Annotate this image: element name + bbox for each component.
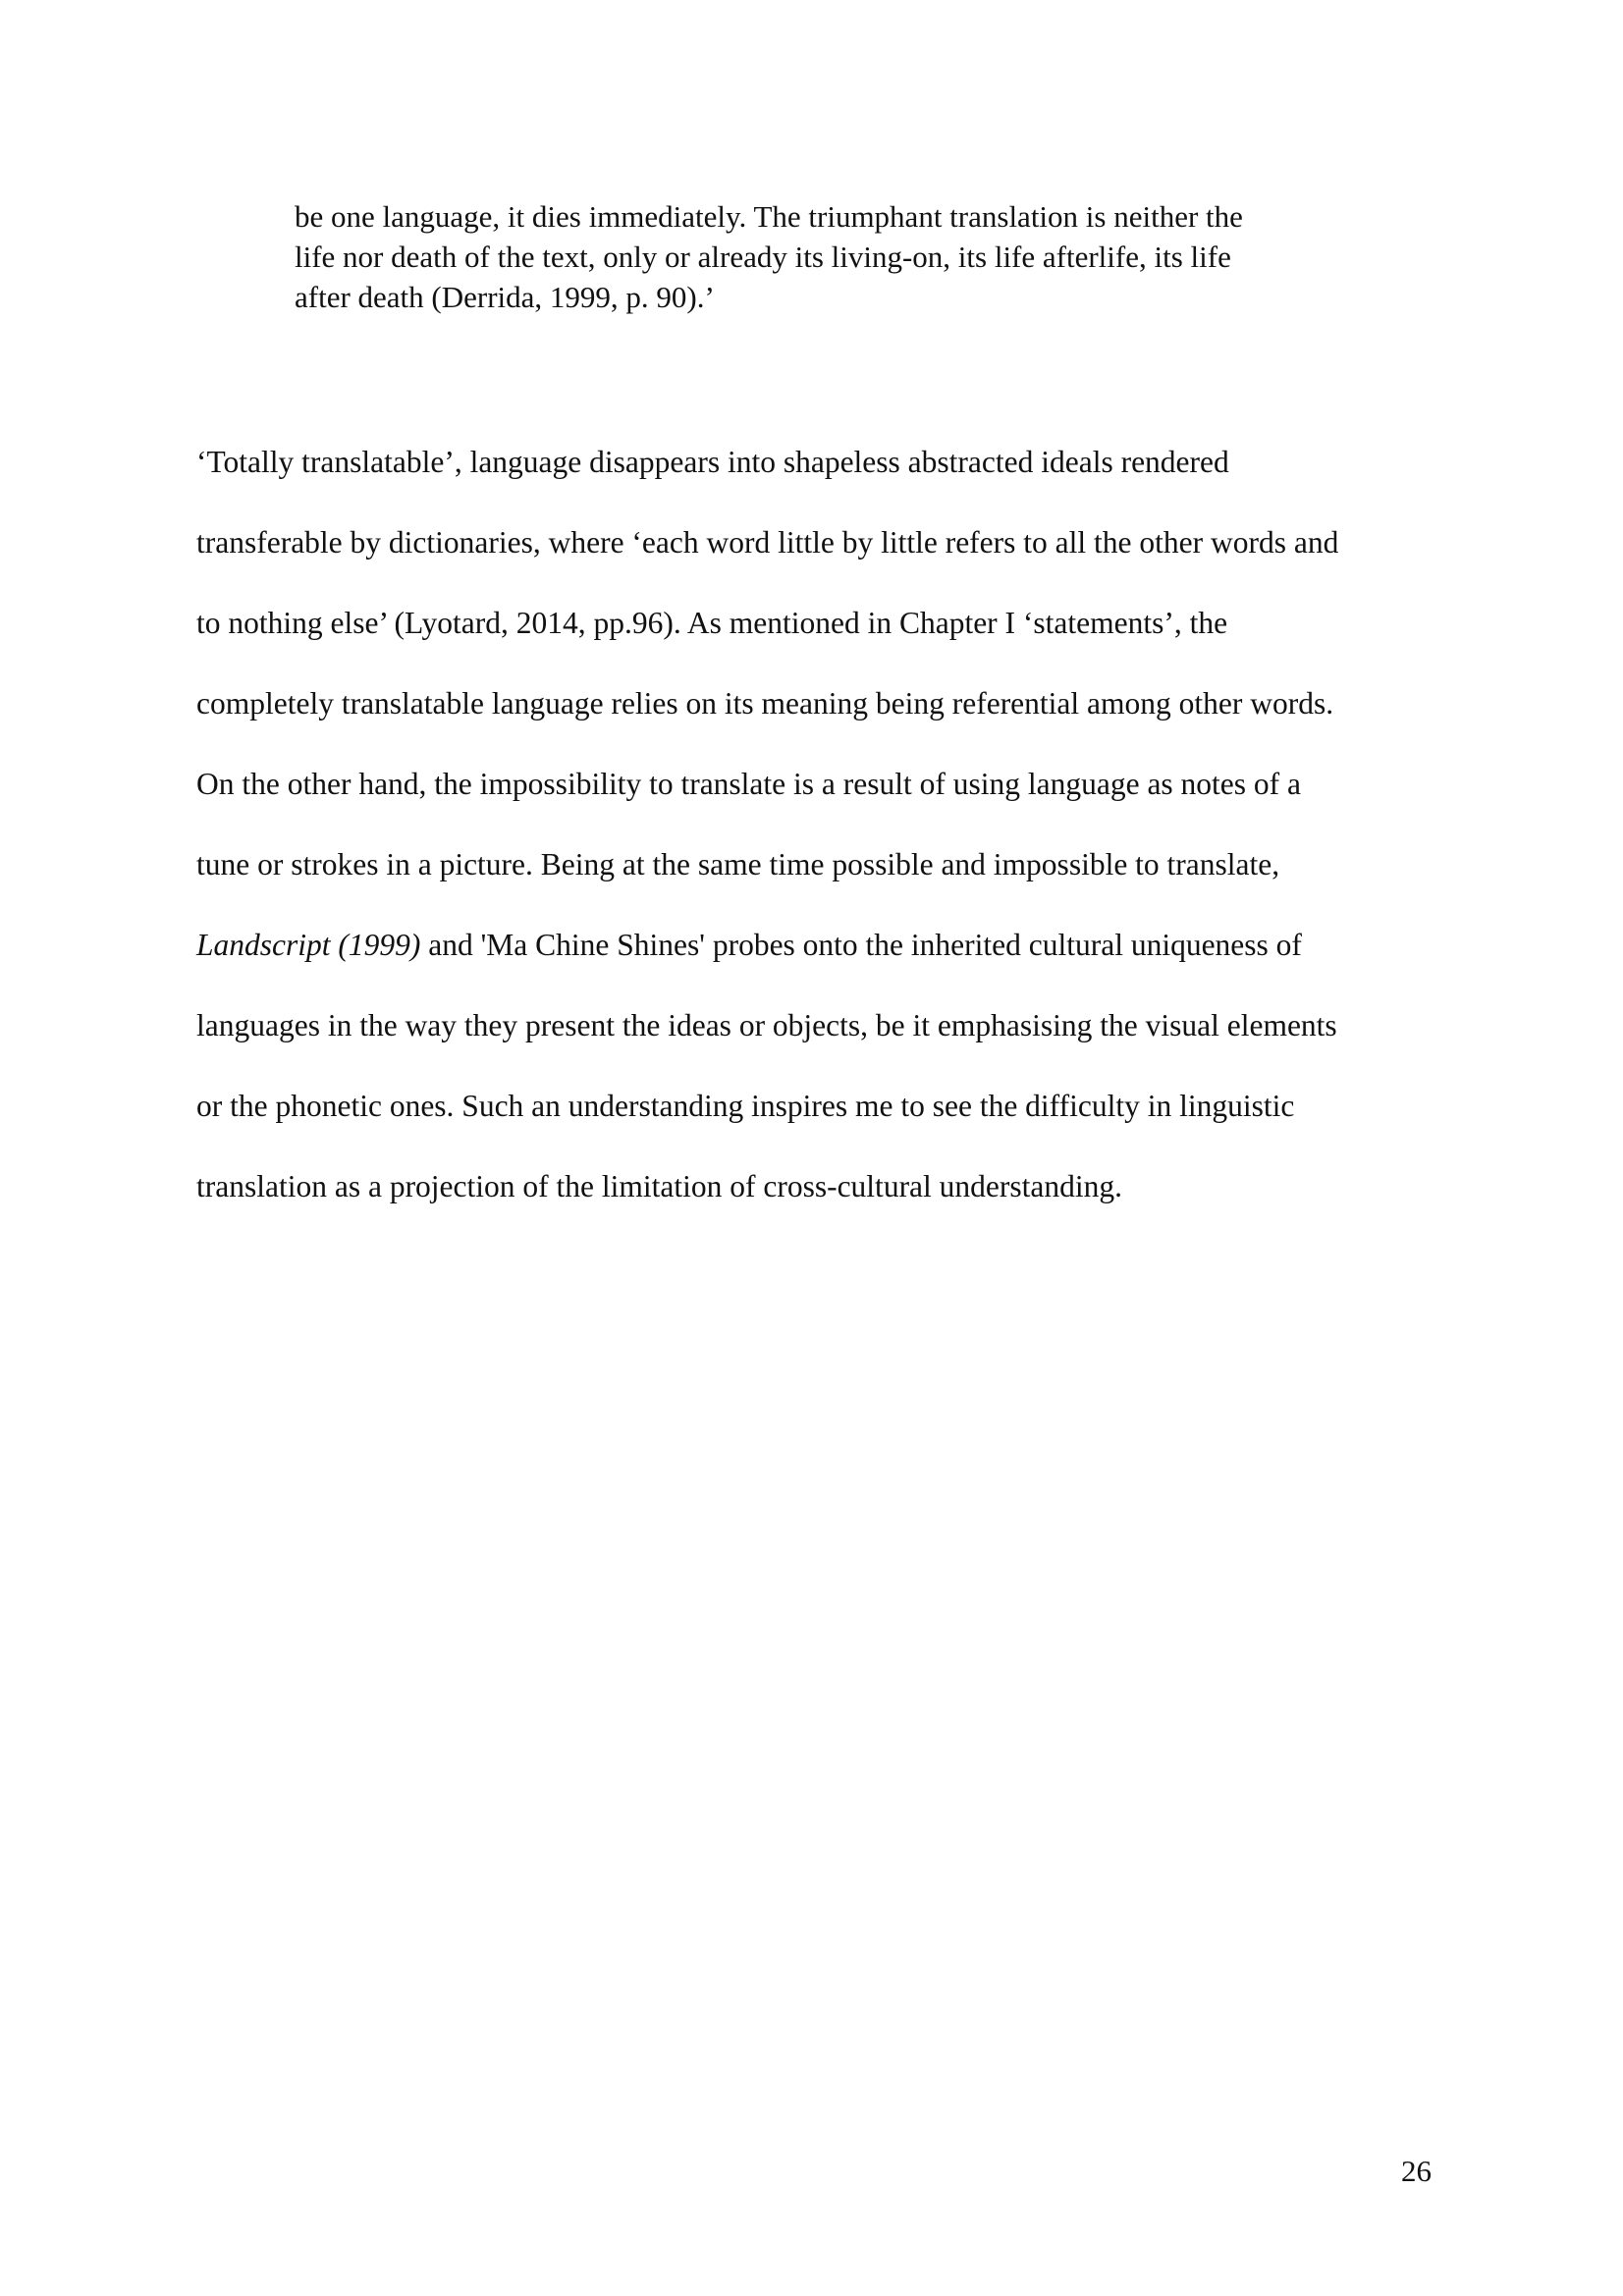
paragraph-line: translation as a projection of the limitation of cross-cultural understanding. <box>196 1169 1123 1203</box>
page-number: 26 <box>1401 2154 1432 2188</box>
paragraph-line: languages in the way they present the ideas or objects, be it emphasising the visual elements <box>196 1008 1337 1042</box>
paragraph-line-rest: and 'Ma Chine Shines' probes onto the inherited cultural uniqueness of <box>420 928 1302 962</box>
body-paragraph <box>196 422 1473 1227</box>
block-quote <box>295 196 1375 317</box>
artwork-title: Landscript (1999) <box>196 928 421 962</box>
paragraph-line: to nothing else’ (Lyotard, 2014, pp.96). As mentioned in Chapter I ‘statements’, the <box>196 606 1228 640</box>
paragraph-line: or the phonetic ones. Such an understanding inspires me to see the difficulty in linguistic <box>196 1089 1295 1123</box>
paragraph-line: tune or strokes in a picture. Being at the same time possible and impossible to translate, <box>196 847 1280 881</box>
paragraph-line: completely translatable language relies on its meaning being referential among other words. <box>196 686 1334 721</box>
quote-line: life nor death of the text, only or already its living-on, its life afterlife, its life <box>295 240 1231 274</box>
paragraph-line: ‘Totally translatable’, language disappears into shapeless abstracted ideals rendered <box>196 445 1229 479</box>
paragraph-line <box>196 905 1473 986</box>
quote-line: be one language, it dies immediately. The triumphant translation is neither the <box>295 199 1243 234</box>
quote-line: after death (Derrida, 1999, p. 90).’ <box>295 280 715 314</box>
paragraph-line: On the other hand, the impossibility to translate is a result of using language as notes of a <box>196 767 1302 801</box>
paragraph-line: transferable by dictionaries, where ‘each word little by little refers to all the other words and <box>196 525 1339 560</box>
